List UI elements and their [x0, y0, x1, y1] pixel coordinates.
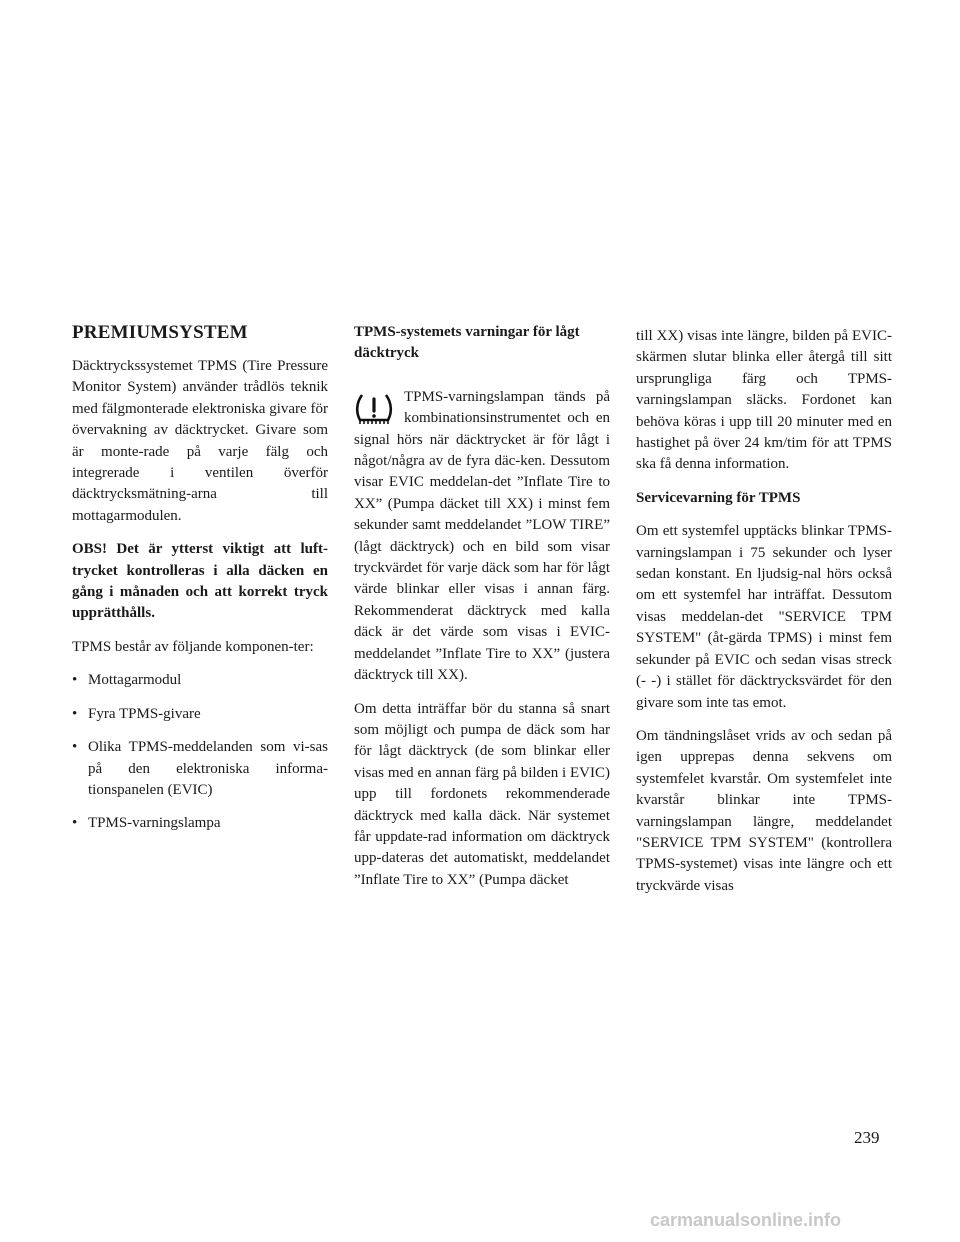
action-paragraph: Om detta inträffar bör du stanna så snart som möjligt och pumpa de däck som har för lågt däcktryck (de som blinkar eller visas med en annan färg på bilden i EVIC) upp till fordonets rekommenderade däcktryck med kalla däck. När systemet får uppdate-rad information om däcktryck upp-dateras det automatiskt, meddelandet ”Inflate Tire to XX” (Pumpa däcket — [354, 700, 610, 888]
warnings-subheading: TPMS-systemets varningar för lågt däcktryck — [354, 324, 580, 362]
page-number: 239 — [854, 1128, 880, 1147]
list-item: • Fyra TPMS-givare — [72, 704, 328, 725]
list-item: • Olika TPMS-meddelanden som vi-sas på den elektroniska informa-tionspanelen (EVIC) — [72, 737, 328, 801]
warning-block — [354, 387, 610, 687]
continuation-paragraph: till XX) visas inte längre, bilden på EVIC-skärmen slutar blinka eller återgå till sitt ursprungliga färg och TPMS-varningslampan släcks. Fordonet kan behöva köras i upp till 20 minuter med en hastighet på över 24 km/tim för att TPMS ska få denna information. — [636, 328, 892, 473]
list-item: • TPMS-varningslampa — [72, 813, 328, 834]
service-paragraph: Om ett systemfel upptäcks blinkar TPMS-varningslampan i 75 sekunder och lyser sedan konstant. En ljudsig-nal hörs också om ett systemfel har inträffat. Dessutom visas meddelan-det "SERVICE TPM SYSTEM" (åt-gärda TPMS) i minst fem sekunder på EVIC och sedan visas streck (- -) i stället för däcktrycksvärdet för den givare som inte tas emot. — [636, 523, 892, 711]
column-left — [72, 322, 328, 847]
column-middle — [354, 322, 610, 903]
warning-paragraph: TPMS-varningslampan tänds på kombinationsinstrumentet och en signal hörs när däcktrycket är för lågt i något/några av de fyra däc-ken. Dessutom visar EVIC meddelan-det ”Inflate Tire to XX” (Pumpa däcket till XX) i minst fem sekunder samt meddelandet ”LOW TIRE” (lågt däcktryck) och en bild som visar tryckvärdet för varje däck som har för lågt värde blinkar eller visas i annan färg. Rekommenderat däcktryck med kalla däck är det värde som visas i EVIC-meddelandet ”Inflate Tire to XX” (justera däcktryck till XX). — [354, 388, 610, 684]
components-intro: TPMS består av följande komponen-ter: — [72, 638, 314, 655]
watermark: carmanualsonline.info — [650, 1210, 842, 1230]
column-right — [636, 326, 892, 909]
intro-paragraph: Däcktryckssystemet TPMS (Tire Pressure Monitor System) använder trådlös teknik med fälgmonterade elektroniska givare för övervakning av däcktrycket. Givare som är monte-rade på varje fälg och integrerade i ventilen överför däcktrycksmätning-arna till mottagarmodulen. — [72, 358, 328, 524]
service-subheading: Servicevarning för TPMS — [636, 489, 801, 506]
list-item: • Mottagarmodul — [72, 670, 328, 691]
tpms-warning-icon — [354, 389, 394, 429]
ignition-paragraph: Om tändningslåset vrids av och sedan på igen upprepas denna sekvens om systemfelet kvarstår. Om systemfelet inte kvarstår blinkar inte TPMS-varningslampan längre, meddelandet "SERVICE TPM SYSTEM" (kontrollera TPMS-systemet) visas inte längre och ett tryckvärde visas — [636, 727, 892, 894]
section-heading: PREMIUMSYSTEM — [72, 322, 248, 343]
components-list — [72, 670, 328, 834]
obs-note: OBS! Det är ytterst viktigt att luft-trycket kontrolleras i alla däcken en gång i månaden och att korrekt tryck upprätthålls. — [72, 541, 328, 622]
